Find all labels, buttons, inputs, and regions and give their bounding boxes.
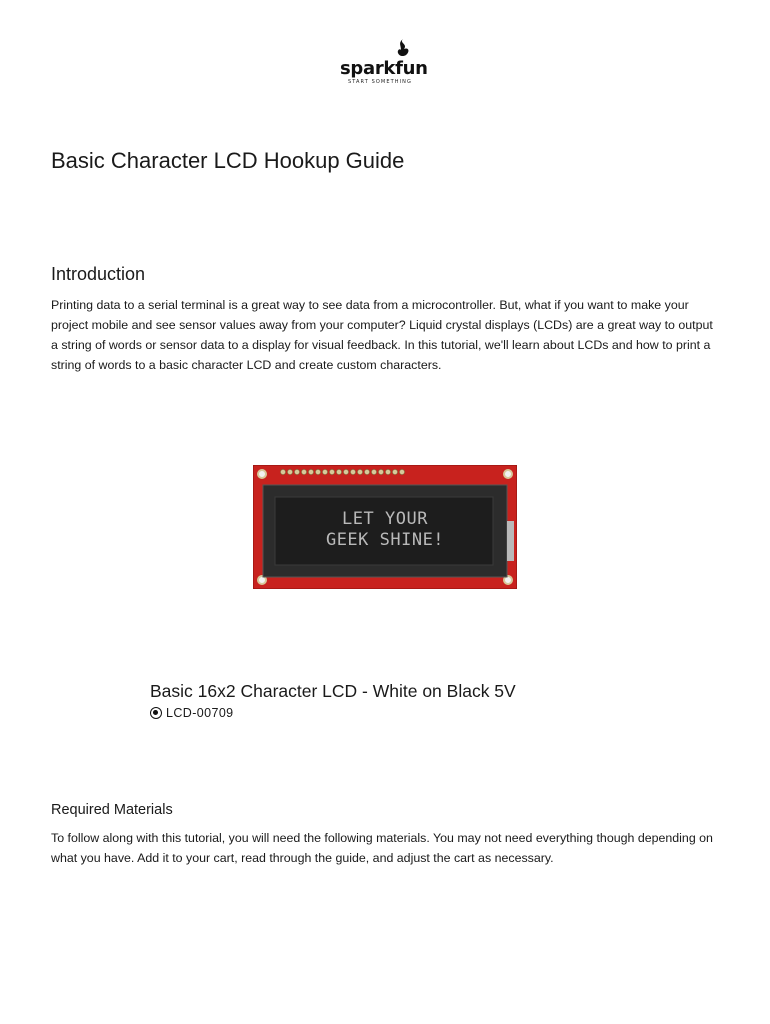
product-name[interactable]: Basic 16x2 Character LCD - White on Black 5V [150, 681, 516, 701]
introduction-heading: Introduction [51, 264, 146, 284]
logo-tagline: START SOMETHING [348, 79, 412, 85]
lcd-line-2: GEEK SHINE! [325, 530, 445, 550]
logo-wordmark: sparkfun [340, 58, 428, 79]
lcd-side-connector [507, 521, 514, 561]
lcd-product-image[interactable] [253, 465, 517, 589]
sparkfun-logo [340, 38, 432, 88]
lcd-line-1: LET YOUR [342, 509, 428, 529]
product-sku: LCD-00709 [166, 706, 234, 720]
flame-icon [395, 38, 411, 60]
radio-target-icon [150, 707, 162, 719]
page-title: Basic Character LCD Hookup Guide [51, 148, 405, 173]
introduction-paragraph: Printing data to a serial terminal is a great way to see data from a microcontroller. But, what if you want to make your project mobile and see sensor values away from your computer? Liquid crystal displays (LCDs) are a great way to output a string of words or sensor data to a display for visual feedback. In this tutorial, we'll learn about LCDs and how to print a string of words to a basic character LCD and create custom characters. [51, 298, 713, 372]
required-materials-paragraph: To follow along with this tutorial, you will need the following materials. You may not need everything though depending on what you have. Add it to your cart, read through the guide, and adjust the cart as necessary. [51, 831, 713, 865]
required-materials-heading: Required Materials [51, 802, 173, 818]
product-sku-row [150, 705, 234, 721]
